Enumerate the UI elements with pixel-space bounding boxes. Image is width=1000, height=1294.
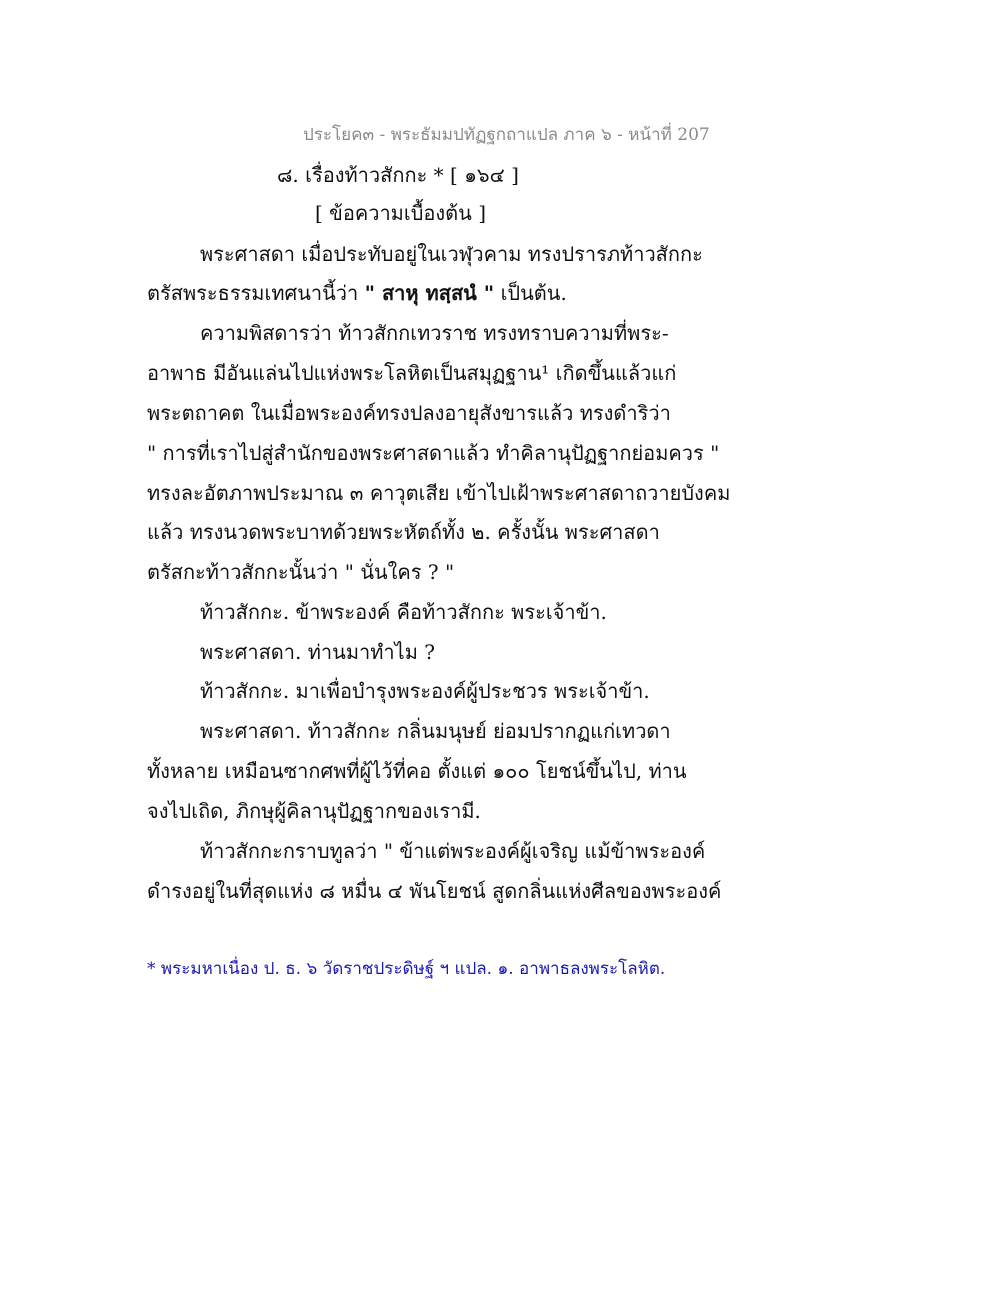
- body-line: แล้ว ทรงนวดพระบาทด้วยพระหัตถ์ทั้ง ๒. ครั้งนั้น พระศาสดา: [147, 520, 660, 544]
- body-line: ดำรงอยู่ในที่สุดแห่ง ๘ หมื่น ๔ พันโยชน์ สูดกลิ่นแห่งศีลของพระองค์: [147, 879, 722, 903]
- body-line: ตรัสกะท้าวสักกะนั้นว่า " นั่นใคร ? ": [147, 560, 455, 584]
- dialogue-line: ท้าวสักกะ. มาเพื่อบำรุงพระองค์ผู้ประชวร พระเจ้าข้า.: [200, 679, 650, 703]
- body-text: เป็นต้น.: [494, 281, 567, 305]
- body-line: " การที่เราไปสู่สำนักของพระศาสดาแล้ว ทำคิลานุปัฏฐากย่อมควร ": [147, 441, 720, 465]
- body-line: อาพาธ มีอันแล่นไปแห่งพระโลหิตเป็นสมุฏฐาน¹ เกิดขึ้นแล้วแก่: [147, 361, 677, 385]
- body-line: [147, 278, 567, 308]
- body-line: ท้าวสักกะกราบทูลว่า " ข้าแต่พระองค์ผู้เจริญ แม้ข้าพระองค์: [200, 839, 706, 863]
- running-head: ประโยค๓ - พระธัมมปทัฏฐกถาแปล ภาค ๖ - หน้าที่ 207: [303, 125, 710, 145]
- dialogue-line: ท้าวสักกะ. ข้าพระองค์ คือท้าวสักกะ พระเจ้าข้า.: [200, 600, 607, 624]
- footnote: * พระมหาเนื่อง ป. ธ. ๖ วัดราชประดิษฐ์ ฯ แปล. ๑. อาพาธลงพระโลหิต.: [147, 959, 666, 979]
- dialogue-line: พระศาสดา. ท้าวสักกะ กลิ่นมนุษย์ ย่อมปรากฏแก่เทวดา: [200, 719, 671, 743]
- body-line: ทรงละอัตภาพประมาณ ๓ คาวุตเสีย เข้าไปเฝ้าพระศาสดาถวายบังคม: [147, 481, 731, 505]
- pali-quote: " สาหุ ทสฺสนํ ": [364, 281, 495, 305]
- body-line: พระตถาคต ในเมื่อพระองค์ทรงปลงอายุสังขารแล้ว ทรงดำริว่า: [147, 401, 671, 425]
- story-subtitle: [ ข้อความเบื้องต้น ]: [315, 201, 486, 225]
- body-line: พระศาสดา เมื่อประทับอยู่ในเวฬุวคาม ทรงปรารภท้าวสักกะ: [200, 242, 703, 266]
- dialogue-line: จงไปเถิด, ภิกษุผู้คิลานุปัฏฐากของเรามี.: [147, 799, 481, 823]
- body-text: ตรัสพระธรรมเทศนานี้ว่า: [147, 281, 365, 305]
- dialogue-line: พระศาสดา. ท่านมาทำไม ?: [200, 640, 435, 664]
- story-title: ๘. เรื่องท้าวสักกะ * [ ๑๖๔ ]: [277, 163, 519, 187]
- body-line: ความพิสดารว่า ท้าวสักกเทวราช ทรงทราบความที่พระ-: [200, 321, 669, 345]
- dialogue-line: ทั้งหลาย เหมือนซากศพที่ผู้ไว้ที่คอ ตั้งแต่ ๑๐๐ โยชน์ขึ้นไป, ท่าน: [147, 759, 687, 783]
